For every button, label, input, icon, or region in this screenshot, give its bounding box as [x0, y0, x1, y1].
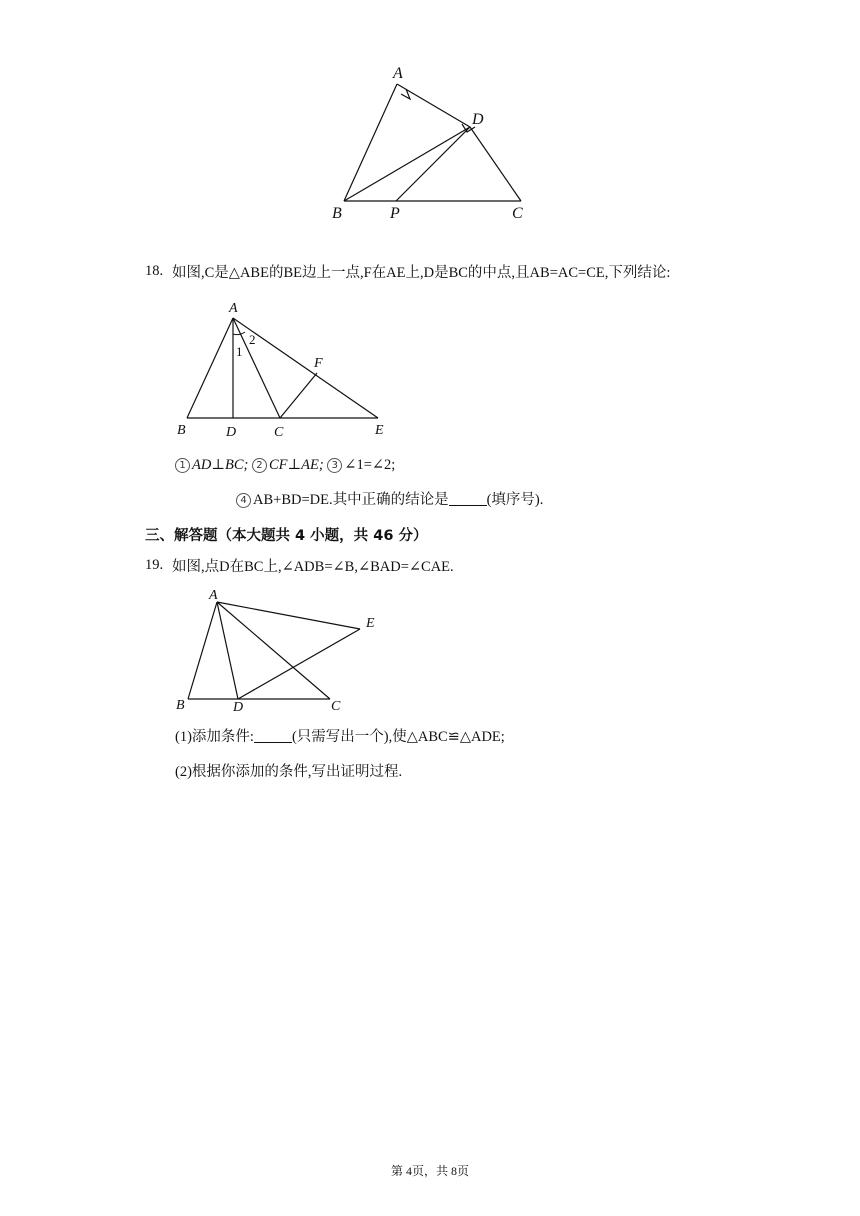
- part1-suffix: (只需写出一个),使△ABC≌△ADE;: [291, 729, 505, 745]
- circled-number: 4: [236, 493, 251, 508]
- question-number: 19.: [145, 557, 164, 573]
- label-C: C: [512, 205, 523, 222]
- q18-label-angle1: 1: [236, 344, 243, 359]
- q19-label-A: A: [209, 588, 218, 603]
- q18-geometry-figure: [170, 300, 400, 440]
- label-P: P: [390, 205, 400, 222]
- section-heading: 三、解答题（本大题共 4 小题，共 46 分）: [145, 528, 428, 544]
- page-footer: 第 4页，共 8页: [390, 1164, 469, 1178]
- question-text: 如图,C是△ABE的BE边上一点,F在AE上,D是BC的中点,且AB=AC=CE,下列结论:: [172, 265, 671, 281]
- q18-label-angle2: 2: [249, 332, 256, 347]
- q19-label-D: D: [233, 700, 244, 715]
- option-tail: (填序号).: [486, 492, 544, 508]
- q18-label-D: D: [226, 425, 237, 440]
- part1-prefix: (1)添加条件:: [175, 729, 254, 745]
- q18-label-C: C: [274, 425, 284, 440]
- q18-label-F: F: [314, 356, 323, 371]
- q18-label-A: A: [229, 301, 238, 316]
- label-A: A: [393, 65, 403, 82]
- option-text: CF⊥AE;: [268, 457, 324, 473]
- top-geometry-figure: [320, 60, 540, 230]
- q19-geometry-figure: [170, 585, 390, 720]
- label-D: D: [472, 111, 484, 128]
- question-number: 18.: [145, 263, 164, 279]
- label-B: B: [332, 205, 342, 222]
- option-text: AB+BD=DE.其中正确的结论是: [253, 492, 449, 508]
- answer-blank[interactable]: [254, 728, 292, 743]
- answer-blank[interactable]: [449, 491, 487, 506]
- q18-options-line1: [175, 455, 395, 475]
- q19-label-B: B: [176, 698, 185, 713]
- q18-label-E: E: [375, 423, 384, 438]
- option-text: AD⊥BC;: [192, 457, 249, 473]
- circled-number: 1: [175, 458, 190, 473]
- question-text: 如图,点D在BC上,∠ADB=∠B,∠BAD=∠CAE.: [172, 559, 454, 575]
- circled-number: 3: [327, 458, 342, 473]
- q19-part1: [175, 727, 505, 747]
- circled-number: 2: [252, 458, 267, 473]
- q18-options-line2: [236, 490, 543, 510]
- option-text: ∠1=∠2;: [344, 457, 396, 473]
- q19-part2: (2)根据你添加的条件,写出证明过程.: [175, 764, 403, 780]
- q19-label-C: C: [331, 699, 341, 714]
- q19-label-E: E: [366, 616, 375, 631]
- q18-label-B: B: [177, 423, 186, 438]
